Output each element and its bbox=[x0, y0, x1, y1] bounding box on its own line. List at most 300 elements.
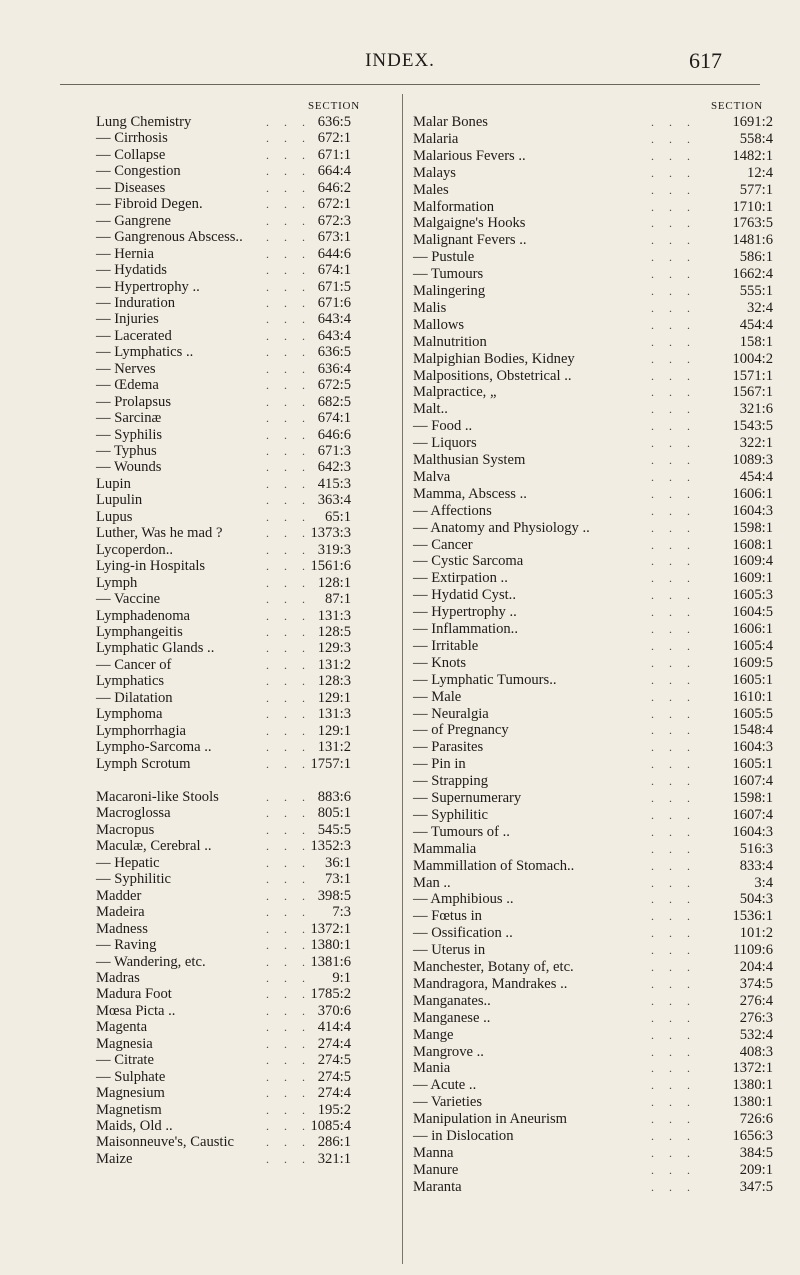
index-term: — Affections bbox=[413, 502, 492, 519]
index-term: — Gangrenous Abscess.. bbox=[96, 229, 243, 246]
leader-dots: . . . bbox=[266, 394, 311, 409]
index-term: Maize bbox=[96, 1150, 133, 1167]
index-term: — of Pregnancy bbox=[413, 722, 509, 739]
index-term: Maranta bbox=[413, 1178, 462, 1195]
index-entry bbox=[413, 858, 773, 875]
index-term: — Hydatid Cyst.. bbox=[413, 587, 516, 604]
leader-dots: . . . bbox=[651, 233, 696, 248]
leader-dots: . . . bbox=[266, 411, 311, 426]
index-term: Malgaigne's Hooks bbox=[413, 215, 526, 232]
index-term: Lymphatic Glands .. bbox=[96, 640, 215, 657]
index-entry bbox=[96, 262, 396, 279]
leader-dots: . . . bbox=[651, 402, 696, 417]
index-term: Magnesia bbox=[96, 1035, 153, 1052]
index-term: Madder bbox=[96, 887, 142, 904]
index-entry bbox=[413, 182, 773, 199]
index-entry bbox=[413, 875, 773, 892]
section-number: 1609:5 bbox=[732, 654, 773, 671]
section-number: 129:1 bbox=[317, 722, 351, 739]
leader-dots: . . . bbox=[266, 131, 311, 146]
index-term: — Cirrhosis bbox=[96, 130, 168, 147]
index-entry bbox=[413, 908, 773, 925]
section-number: 1608:1 bbox=[732, 536, 773, 553]
leader-dots: . . . bbox=[266, 1003, 311, 1018]
index-term: Magnetism bbox=[96, 1101, 162, 1118]
leader-dots: . . . bbox=[266, 872, 311, 887]
index-entry bbox=[96, 476, 396, 493]
leader-dots: . . . bbox=[266, 115, 311, 129]
index-entry bbox=[96, 229, 396, 246]
leader-dots: . . . bbox=[266, 213, 311, 228]
index-term: Manganese .. bbox=[413, 1009, 491, 1026]
leader-dots: . . . bbox=[651, 841, 696, 856]
index-entry bbox=[413, 672, 773, 689]
leader-dots: . . . bbox=[266, 938, 311, 953]
index-entry bbox=[96, 624, 396, 641]
index-entry bbox=[413, 368, 773, 385]
index-term: — Acute .. bbox=[413, 1077, 477, 1094]
leader-dots: . . . bbox=[651, 960, 696, 974]
section-number: 516:3 bbox=[739, 840, 773, 857]
index-term: Macaroni-like Stools bbox=[96, 789, 219, 805]
section-number: 32:4 bbox=[747, 299, 773, 316]
section-number: 558:4 bbox=[739, 130, 773, 147]
section-number: 1085:4 bbox=[310, 1118, 351, 1134]
section-number: 671:1 bbox=[317, 146, 351, 163]
index-entry bbox=[96, 542, 396, 559]
section-number: 1598:1 bbox=[732, 519, 773, 536]
index-term: — in Dislocation bbox=[413, 1128, 514, 1144]
leader-dots: . . . bbox=[651, 1179, 696, 1194]
section-number: 1605:1 bbox=[732, 756, 773, 773]
index-term: — Fibroid Degen. bbox=[96, 196, 203, 213]
leader-dots: . . . bbox=[651, 571, 696, 586]
leader-dots: . . . bbox=[266, 378, 311, 393]
section-number: 646:6 bbox=[317, 426, 351, 443]
section-number: 805:1 bbox=[317, 805, 351, 822]
index-entry bbox=[96, 1052, 396, 1069]
leader-dots: . . . bbox=[651, 284, 696, 298]
section-number: 1691:2 bbox=[732, 114, 773, 130]
section-number: 7:3 bbox=[332, 904, 351, 921]
index-term: Males bbox=[413, 181, 449, 198]
index-entry bbox=[96, 114, 396, 131]
index-entry bbox=[413, 503, 773, 520]
leader-dots: . . . bbox=[266, 559, 311, 574]
leader-dots: . . . bbox=[651, 368, 696, 383]
section-number: 454:4 bbox=[739, 468, 773, 485]
leader-dots: . . . bbox=[651, 216, 696, 231]
section-number: 682:5 bbox=[317, 393, 351, 410]
index-entry bbox=[96, 1102, 396, 1119]
section-number: 833:4 bbox=[739, 857, 773, 874]
section-number: 1605:1 bbox=[732, 671, 773, 688]
index-term: — Gangrene bbox=[96, 212, 171, 229]
index-entry bbox=[96, 130, 396, 147]
leader-dots: . . . bbox=[266, 888, 311, 903]
index-entry bbox=[413, 1162, 773, 1179]
index-term: Madura Foot bbox=[96, 986, 172, 1003]
index-entry bbox=[96, 1134, 396, 1151]
leader-dots: . . . bbox=[651, 1061, 696, 1076]
index-term: Malar Bones bbox=[413, 114, 488, 130]
leader-dots: . . . bbox=[266, 970, 311, 985]
section-number: 674:1 bbox=[317, 410, 351, 427]
index-term: — Injuries bbox=[96, 311, 159, 328]
index-entry bbox=[413, 621, 773, 638]
index-entry bbox=[413, 773, 773, 790]
leader-dots: . . . bbox=[266, 476, 311, 491]
leader-dots: . . . bbox=[651, 1095, 696, 1110]
index-term: — Œdema bbox=[96, 377, 159, 394]
index-entry bbox=[413, 520, 773, 537]
index-entry bbox=[413, 199, 773, 216]
section-number: 131:3 bbox=[317, 706, 351, 723]
section-number: 636:5 bbox=[317, 114, 351, 130]
index-term: Magenta bbox=[96, 1019, 148, 1036]
leader-dots: . . . bbox=[651, 1145, 696, 1160]
leader-dots: . . . bbox=[651, 165, 696, 180]
index-term: Lympho-Sarcoma .. bbox=[96, 739, 212, 756]
leader-dots: . . . bbox=[266, 164, 311, 179]
leader-dots: . . . bbox=[266, 1069, 311, 1084]
leader-dots: . . . bbox=[651, 774, 696, 789]
index-entry bbox=[96, 756, 396, 773]
leader-dots: . . . bbox=[651, 622, 696, 636]
index-term: — Wandering, etc. bbox=[96, 953, 206, 970]
section-number: 1607:4 bbox=[732, 806, 773, 823]
index-term: Malignant Fevers .. bbox=[413, 232, 527, 249]
leader-dots: . . . bbox=[266, 921, 311, 936]
left-section-heading: SECTION bbox=[308, 100, 361, 112]
section-number: 673:1 bbox=[317, 229, 351, 246]
section-number: 1604:3 bbox=[732, 502, 773, 519]
section-number: 1380:1 bbox=[310, 937, 351, 954]
leader-dots: . . . bbox=[266, 822, 311, 837]
index-entry bbox=[96, 361, 396, 378]
leader-dots: . . . bbox=[651, 115, 696, 129]
index-entry bbox=[413, 418, 773, 435]
section-number: 504:3 bbox=[739, 891, 773, 908]
page-title: INDEX. bbox=[365, 50, 435, 71]
section-number: 1605:3 bbox=[732, 587, 773, 604]
index-term: — Neuralgia bbox=[413, 705, 489, 722]
index-entry bbox=[96, 1036, 396, 1053]
index-term: — Vaccine bbox=[96, 591, 161, 608]
index-term: Mammalia bbox=[413, 840, 477, 857]
section-number: 129:3 bbox=[317, 640, 351, 657]
index-entry bbox=[96, 279, 396, 296]
index-entry bbox=[413, 1027, 773, 1044]
index-entry bbox=[96, 328, 396, 345]
index-entry bbox=[96, 657, 396, 674]
index-entry bbox=[413, 249, 773, 266]
index-entry bbox=[413, 486, 773, 503]
index-entry bbox=[413, 215, 773, 232]
leader-dots: . . . bbox=[651, 334, 696, 349]
index-term: — Syphilitic bbox=[413, 806, 488, 823]
index-term: — Hypertrophy .. bbox=[413, 604, 517, 621]
leader-dots: . . . bbox=[651, 706, 696, 721]
index-term: Mania bbox=[413, 1060, 451, 1077]
section-number: 3:4 bbox=[754, 874, 773, 891]
index-entry bbox=[96, 1069, 396, 1086]
index-term: — Irritable bbox=[413, 637, 479, 654]
index-term: Mœsa Picta .. bbox=[96, 1002, 176, 1019]
index-term: — Collapse bbox=[96, 146, 166, 163]
section-number: 1604:5 bbox=[732, 604, 773, 621]
index-term: Maculæ, Cerebral .. bbox=[96, 838, 212, 855]
index-entry bbox=[96, 492, 396, 509]
index-term: Malpighian Bodies, Kidney bbox=[413, 350, 575, 367]
index-entry bbox=[96, 608, 396, 625]
leader-dots: . . . bbox=[266, 427, 311, 442]
section-number: 1089:3 bbox=[732, 452, 773, 468]
leader-dots: . . . bbox=[266, 1086, 311, 1101]
index-term: — Raving bbox=[96, 937, 157, 954]
index-entry bbox=[96, 1151, 396, 1168]
section-number: 1543:5 bbox=[732, 418, 773, 435]
section-number: 1605:4 bbox=[732, 637, 773, 654]
index-term: Macropus bbox=[96, 821, 155, 838]
index-entry bbox=[96, 673, 396, 690]
leader-dots: . . . bbox=[266, 905, 311, 920]
index-term: Lymphoma bbox=[96, 706, 163, 723]
index-term: — Pustule bbox=[413, 249, 475, 266]
index-term: — Amphibious .. bbox=[413, 891, 514, 908]
leader-dots: . . . bbox=[266, 575, 311, 590]
index-term: Malva bbox=[413, 468, 451, 485]
leader-dots: . . . bbox=[266, 1135, 311, 1150]
index-term: — Hypertrophy .. bbox=[96, 278, 200, 295]
leader-dots: . . . bbox=[266, 493, 311, 508]
index-entry bbox=[96, 805, 396, 822]
section-number: 65:1 bbox=[325, 508, 351, 525]
index-entry bbox=[413, 114, 773, 131]
index-term: Lymph Scrotum bbox=[96, 755, 191, 772]
index-term: — Wounds bbox=[96, 459, 162, 476]
section-number: 321:1 bbox=[317, 1150, 351, 1167]
section-number: 1605:5 bbox=[732, 705, 773, 722]
section-number: 1482:1 bbox=[732, 147, 773, 164]
index-term: — Cystic Sarcoma bbox=[413, 553, 524, 570]
index-entry bbox=[413, 1111, 773, 1128]
index-term: Luther, Was he mad ? bbox=[96, 525, 223, 542]
index-term: — Citrate bbox=[96, 1052, 154, 1069]
section-number: 672:1 bbox=[317, 196, 351, 213]
leader-dots: . . . bbox=[651, 605, 696, 620]
section-number: 398:5 bbox=[317, 887, 351, 904]
section-number: 674:1 bbox=[317, 262, 351, 279]
section-number: 454:4 bbox=[739, 316, 773, 333]
index-term: Lupus bbox=[96, 508, 133, 525]
index-entry bbox=[96, 575, 396, 592]
leader-dots: . . . bbox=[266, 690, 311, 705]
index-entry bbox=[96, 789, 396, 806]
index-entry bbox=[413, 1044, 773, 1061]
leader-dots: . . . bbox=[266, 608, 311, 623]
section-number: 726:6 bbox=[739, 1111, 773, 1128]
section-number: 1381:6 bbox=[310, 953, 351, 970]
index-entry bbox=[413, 452, 773, 469]
section-number: 1004:2 bbox=[732, 350, 773, 367]
index-term: Man .. bbox=[413, 874, 451, 891]
right-section-heading: SECTION bbox=[711, 100, 764, 112]
index-entry bbox=[96, 921, 396, 938]
index-term: — Lacerated bbox=[96, 327, 172, 344]
index-entry bbox=[96, 690, 396, 707]
leader-dots: . . . bbox=[651, 520, 696, 535]
index-term: Mallows bbox=[413, 316, 465, 333]
leader-dots: . . . bbox=[651, 436, 696, 451]
leader-dots: . . . bbox=[266, 641, 311, 656]
index-term: — Nerves bbox=[96, 360, 156, 377]
index-entry bbox=[413, 638, 773, 655]
index-entry bbox=[96, 986, 396, 1003]
index-term: — Hydatids bbox=[96, 262, 167, 279]
index-entry bbox=[413, 553, 773, 570]
leader-dots: . . . bbox=[266, 790, 311, 804]
index-entry bbox=[413, 891, 773, 908]
index-term: — Uterus in bbox=[413, 942, 486, 959]
index-entry bbox=[96, 443, 396, 460]
leader-dots: . . . bbox=[266, 1151, 311, 1166]
index-term: Manipulation in Aneurism bbox=[413, 1111, 568, 1128]
section-number: 1710:1 bbox=[732, 198, 773, 215]
section-number: 532:4 bbox=[739, 1026, 773, 1043]
index-term: Malformation bbox=[413, 198, 495, 215]
index-term: — Sarcinæ bbox=[96, 410, 162, 427]
leader-dots: . . . bbox=[266, 657, 311, 672]
index-entry bbox=[96, 739, 396, 756]
index-term: — Syphilis bbox=[96, 426, 163, 443]
index-term: Lymph bbox=[96, 574, 138, 591]
section-number: 1352:3 bbox=[310, 838, 351, 855]
section-number: 1372:1 bbox=[310, 920, 351, 937]
index-entry bbox=[413, 1128, 773, 1145]
index-term: Malingering bbox=[413, 283, 486, 299]
leader-dots: . . . bbox=[651, 351, 696, 366]
page-header bbox=[0, 48, 800, 74]
section-number: 319:3 bbox=[317, 541, 351, 558]
section-number: 1606:1 bbox=[732, 621, 773, 637]
section-number: 883:6 bbox=[317, 789, 351, 805]
index-entry bbox=[413, 283, 773, 300]
index-term: — Induration bbox=[96, 294, 176, 311]
index-term: — Ossification .. bbox=[413, 925, 513, 942]
section-number: 128:5 bbox=[317, 623, 351, 640]
index-term: Mangrove .. bbox=[413, 1043, 484, 1060]
leader-dots: . . . bbox=[266, 444, 311, 458]
leader-dots: . . . bbox=[266, 361, 311, 376]
index-term: — Diseases bbox=[96, 179, 166, 196]
index-entry bbox=[413, 959, 773, 976]
index-entry bbox=[413, 351, 773, 368]
section-number: 646:2 bbox=[317, 179, 351, 196]
section-number: 1604:3 bbox=[732, 823, 773, 840]
index-entry bbox=[96, 937, 396, 954]
leader-dots: . . . bbox=[266, 740, 311, 755]
index-term: — Inflammation.. bbox=[413, 621, 518, 637]
index-entry bbox=[413, 1060, 773, 1077]
leader-dots: . . . bbox=[266, 1102, 311, 1117]
section-number: 672:3 bbox=[317, 212, 351, 229]
index-term: Lying-in Hospitals bbox=[96, 558, 206, 575]
index-entry bbox=[413, 334, 773, 351]
index-entry bbox=[413, 604, 773, 621]
index-term: Lymphadenoma bbox=[96, 607, 191, 624]
index-entry bbox=[413, 689, 773, 706]
leader-dots: . . . bbox=[651, 723, 696, 738]
index-term: Mammillation of Stomach.. bbox=[413, 857, 575, 874]
leader-dots: . . . bbox=[266, 526, 311, 541]
index-entry bbox=[413, 165, 773, 182]
leader-dots: . . . bbox=[651, 757, 696, 772]
index-entry bbox=[96, 377, 396, 394]
leader-dots: . . . bbox=[266, 230, 311, 245]
section-number: 209:1 bbox=[739, 1161, 773, 1178]
leader-dots: . . . bbox=[651, 926, 696, 941]
leader-dots: . . . bbox=[266, 542, 311, 557]
index-term: — Knots bbox=[413, 654, 467, 671]
index-entry bbox=[413, 537, 773, 554]
index-entry bbox=[413, 232, 773, 249]
section-number: 644:6 bbox=[317, 245, 351, 262]
leader-dots: . . . bbox=[651, 689, 696, 704]
leader-dots: . . . bbox=[266, 460, 311, 475]
index-entry bbox=[96, 970, 396, 987]
index-term: — Sulphate bbox=[96, 1068, 166, 1085]
leader-dots: . . . bbox=[651, 824, 696, 839]
leader-dots: . . . bbox=[651, 317, 696, 332]
index-entry bbox=[96, 954, 396, 971]
index-term: Lupin bbox=[96, 475, 131, 492]
leader-dots: . . . bbox=[651, 858, 696, 873]
leader-dots: . . . bbox=[266, 1053, 311, 1068]
leader-dots: . . . bbox=[651, 638, 696, 653]
section-number: 408:3 bbox=[739, 1043, 773, 1060]
section-number: 274:5 bbox=[317, 1068, 351, 1085]
index-entry bbox=[413, 435, 773, 452]
index-entry bbox=[96, 591, 396, 608]
leader-dots: . . . bbox=[266, 1036, 311, 1051]
section-number: 1662:4 bbox=[732, 266, 773, 283]
index-term: — Fœtus in bbox=[413, 908, 482, 925]
index-term: Mamma, Abscess .. bbox=[413, 485, 527, 502]
index-term: Mandragora, Mandrakes .. bbox=[413, 975, 568, 992]
index-entry bbox=[413, 1145, 773, 1162]
index-term: — Supernumerary bbox=[413, 790, 522, 806]
index-term: — Cancer of bbox=[96, 656, 172, 673]
leader-dots: . . . bbox=[651, 131, 696, 146]
section-number: 636:4 bbox=[317, 360, 351, 377]
section-number: 276:4 bbox=[739, 992, 773, 1009]
leader-dots: . . . bbox=[651, 909, 696, 924]
leader-dots: . . . bbox=[651, 1112, 696, 1127]
leader-dots: . . . bbox=[651, 486, 696, 501]
index-term: — Hernia bbox=[96, 245, 154, 262]
leader-dots: . . . bbox=[651, 1010, 696, 1025]
section-number: 1536:1 bbox=[732, 908, 773, 925]
leader-dots: . . . bbox=[651, 199, 696, 214]
index-entry bbox=[413, 1077, 773, 1094]
section-number: 671:3 bbox=[317, 443, 351, 459]
page-number: 617 bbox=[689, 48, 722, 73]
section-number: 1548:4 bbox=[732, 722, 773, 739]
index-entry bbox=[96, 344, 396, 361]
index-term: Lung Chemistry bbox=[96, 114, 192, 130]
section-number: 1109:6 bbox=[733, 942, 773, 959]
